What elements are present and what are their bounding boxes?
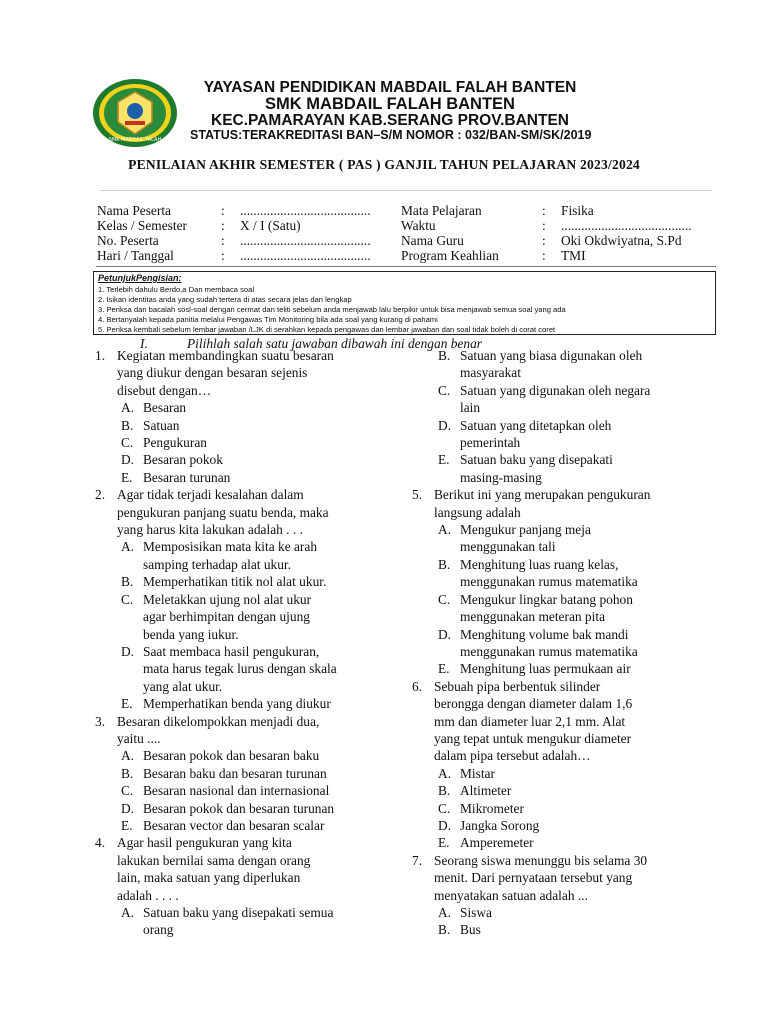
questions-right-column (410, 347, 710, 939)
identity-label: Nama Guru (401, 233, 464, 248)
option-text: Mengukur panjang meja (460, 522, 591, 538)
option-letter: E. (438, 452, 450, 468)
answer-option (93, 608, 393, 625)
question-line (93, 504, 393, 521)
answer-option (410, 817, 710, 834)
identity-label: Kelas / Semester (97, 218, 187, 233)
question-text: pengukuran panjang suatu benda, maka (117, 504, 329, 520)
option-letter: A. (121, 400, 135, 416)
question-item (410, 852, 710, 939)
option-letter: C. (121, 435, 134, 451)
question-line (93, 834, 393, 851)
answer-option (410, 382, 710, 399)
question-text: Kegiatan membandingkan suatu besaran (117, 348, 334, 363)
option-text: Satuan yang ditetapkan oleh (460, 417, 612, 433)
answer-option (93, 591, 393, 608)
accreditation-status: STATUS:TERAKREDITASI BAN–S/M NOMOR : 032/BAN-SM/SK/2019 (190, 128, 592, 142)
option-text: Satuan (143, 417, 180, 433)
answer-option (410, 417, 710, 434)
answer-option (410, 573, 710, 590)
option-letter: B. (438, 783, 451, 799)
identity-label: Nama Peserta (97, 203, 171, 218)
option-text: Satuan yang digunakan oleh negara (460, 382, 651, 398)
identity-value: TMI (561, 248, 586, 263)
option-text: Satuan yang biasa digunakan oleh (460, 348, 643, 363)
answer-option (410, 521, 710, 538)
question-line (93, 852, 393, 869)
answer-option (93, 399, 393, 416)
answer-option (93, 747, 393, 764)
question-line (93, 713, 393, 730)
answer-option (93, 573, 393, 590)
divider (100, 190, 712, 191)
identity-colon: : (221, 248, 225, 263)
logo-text: SMK MABDAIL FALAH (108, 137, 162, 143)
answer-option (410, 921, 710, 938)
question-line (410, 486, 710, 503)
answer-option (410, 538, 710, 555)
answer-option (93, 556, 393, 573)
option-text: Amperemeter (460, 835, 534, 851)
question-line (410, 887, 710, 904)
option-letter: B. (438, 556, 451, 572)
option-letter: D. (438, 626, 452, 642)
option-text: menggunakan tali (460, 539, 556, 555)
option-text: agar berhimpitan dengan ujung (143, 609, 310, 625)
option-text: lain (460, 400, 481, 416)
option-text: samping terhadap alat ukur. (143, 556, 291, 572)
option-text: yang alat ukur. (143, 678, 223, 694)
option-letter: A. (121, 539, 135, 555)
answer-option (93, 782, 393, 799)
identity-colon: : (542, 233, 546, 248)
questions-left-column (93, 347, 393, 939)
option-text: Besaran vector dan besaran scalar (143, 817, 325, 833)
option-letter: C. (121, 591, 134, 607)
question-text: menyatakan satuan adalah ... (434, 887, 588, 903)
question-line (410, 869, 710, 886)
question-item (93, 713, 393, 835)
question-text: Agar tidak terjadi kesalahan dalam (117, 487, 304, 503)
question-item (410, 347, 710, 486)
answer-option (93, 765, 393, 782)
identity-colon: : (542, 248, 546, 263)
question-text: Berikut ini yang merupakan pengukuran (434, 487, 651, 503)
identity-label: Mata Pelajaran (401, 203, 482, 218)
answer-option (93, 451, 393, 468)
foundation-name: YAYASAN PENDIDIKAN MABDAIL FALAH BANTEN (203, 79, 577, 96)
instruction-item: 3. Periksa dan bacalah sosl-soal dengan cermat dan teliti sebelum anda menjawab lalu berpikir untuk bisa menjawab semua soal yang ada (98, 305, 566, 314)
option-text: Menghitung volume bak mandi (460, 626, 629, 642)
question-text: Seorang siswa menunggu bis selama 30 (434, 852, 648, 868)
answer-option (410, 399, 710, 416)
school-logo (92, 78, 178, 148)
answer-option (93, 469, 393, 486)
question-number: 2. (95, 487, 106, 503)
question-line (93, 521, 393, 538)
answer-option (93, 434, 393, 451)
option-text: Memposisikan mata kita ke arah (143, 539, 318, 555)
identity-colon: : (221, 233, 225, 248)
answer-option (93, 678, 393, 695)
option-letter: C. (438, 382, 451, 398)
option-text: mata harus tegak lurus dengan skala (143, 661, 337, 677)
question-number: 1. (95, 348, 106, 363)
option-text: menggunakan rumus matematika (460, 574, 638, 590)
answer-option (410, 451, 710, 468)
option-text: Mistar (460, 765, 495, 781)
option-text: Mikrometer (460, 800, 524, 816)
question-number: 4. (95, 835, 106, 851)
option-text: Besaran (143, 400, 187, 416)
identity-value: Fisika (561, 203, 594, 218)
question-item (93, 834, 393, 938)
answer-option (410, 800, 710, 817)
answer-option (410, 643, 710, 660)
identity-value: ....................................... (561, 218, 692, 233)
question-text: disebut dengan… (117, 382, 212, 398)
question-text: yang diukur dengan besaran sejenis (117, 365, 308, 381)
option-letter: E. (121, 696, 133, 712)
option-text: Menghitung luas permukaan air (460, 661, 631, 677)
option-text: Besaran pokok dan besaran turunan (143, 800, 335, 816)
option-letter: E. (438, 835, 450, 851)
option-text: menggunakan meteran pita (460, 609, 606, 625)
question-line (93, 347, 393, 364)
option-text: Memperhatikan titik nol alat ukur. (143, 574, 327, 590)
question-item (93, 486, 393, 712)
identity-colon: : (542, 203, 546, 218)
option-letter: E. (121, 469, 133, 485)
question-line (93, 887, 393, 904)
option-letter: B. (438, 348, 451, 363)
option-letter: B. (438, 922, 451, 938)
answer-option (410, 904, 710, 921)
question-text: adalah . . . . (117, 887, 179, 903)
section-number: I. (140, 336, 148, 351)
option-text: masyarakat (460, 365, 521, 381)
question-text: menit. Dari pernyataan tersebut yang (434, 870, 633, 886)
question-number: 7. (412, 852, 423, 868)
option-letter: B. (121, 765, 134, 781)
question-text: lain, maka satuan yang diperlukan (117, 870, 301, 886)
answer-option (410, 591, 710, 608)
answer-option (410, 347, 710, 364)
identity-label: No. Peserta (97, 233, 159, 248)
option-text: benda yang iukur. (143, 626, 239, 642)
option-text: Meletakkan ujung nol alat ukur (143, 591, 312, 607)
answer-option (410, 469, 710, 486)
question-text: yang harus kita lakukan adalah . . . (117, 522, 303, 538)
option-letter: E. (121, 817, 133, 833)
option-text: Saat membaca hasil pengukuran, (143, 643, 320, 659)
option-letter: A. (438, 522, 452, 538)
question-text: dalam pipa tersebut adalah… (434, 748, 591, 764)
option-text: Besaran pokok (143, 452, 223, 468)
question-line (93, 730, 393, 747)
question-text: berongga dengan diameter dalam 1,6 (434, 696, 633, 712)
question-number: 5. (412, 487, 423, 503)
question-item (93, 347, 393, 486)
divider (96, 266, 716, 267)
option-text: Besaran pokok dan besaran baku (143, 748, 320, 764)
answer-option (93, 921, 393, 938)
option-letter: E. (438, 661, 450, 677)
answer-option (410, 782, 710, 799)
option-text: Besaran turunan (143, 469, 231, 485)
answer-option (93, 800, 393, 817)
answer-option (410, 556, 710, 573)
question-line (410, 678, 710, 695)
answer-option (93, 695, 393, 712)
option-text: Bus (460, 922, 481, 938)
answer-option (410, 660, 710, 677)
exam-title: PENILAIAN AKHIR SEMESTER ( PAS ) GANJIL TAHUN PELAJARAN 2023/2024 (128, 157, 640, 172)
answer-option (93, 417, 393, 434)
option-text: masing-masing (460, 469, 542, 485)
option-letter: C. (438, 591, 451, 607)
section-text: Pilihlah salah satu jawaban dibawah ini dengan benar (187, 336, 482, 351)
identity-value: X / I (Satu) (240, 218, 301, 233)
school-name: SMK MABDAIL FALAH BANTEN (265, 95, 515, 113)
identity-colon: : (542, 218, 546, 233)
instruction-item: 2. Isikan identitas anda yang sudah tertera di atas secara jelas dan lengkap (98, 295, 352, 304)
instruction-item: 1. Terlebih dahulu Berdo,a Dan membaca soal (98, 285, 255, 294)
option-text: orang (143, 922, 174, 938)
question-text: mm dan diameter luar 2,1 mm. Alat (434, 713, 626, 729)
option-letter: B. (121, 417, 134, 433)
question-text: Sebuah pipa berbentuk silinder (434, 678, 601, 694)
answer-option (410, 626, 710, 643)
question-line (93, 364, 393, 381)
question-line (93, 382, 393, 399)
question-text: Agar hasil pengukuran yang kita (117, 835, 292, 851)
answer-option (410, 434, 710, 451)
answer-option (93, 904, 393, 921)
answer-option (93, 538, 393, 555)
option-letter: D. (121, 643, 135, 659)
instructions-title: PetunjukPengisian: (98, 273, 182, 283)
answer-option (93, 643, 393, 660)
option-text: Mengukur lingkar batang pohon (460, 591, 633, 607)
question-line (410, 730, 710, 747)
option-letter: A. (121, 905, 135, 920)
identity-value: ....................................... (240, 248, 371, 263)
question-line (410, 695, 710, 712)
option-text: Satuan baku yang disepakati semua (143, 905, 334, 920)
option-letter: D. (438, 417, 452, 433)
question-line (93, 869, 393, 886)
answer-option (410, 608, 710, 625)
option-letter: D. (121, 452, 135, 468)
question-line (410, 713, 710, 730)
option-text: Jangka Sorong (460, 817, 540, 833)
option-text: Besaran baku dan besaran turunan (143, 765, 327, 781)
option-letter: A. (438, 765, 452, 781)
school-address: KEC.PAMARAYAN KAB.SERANG PROV.BANTEN (211, 112, 569, 129)
answer-option (410, 765, 710, 782)
identity-label: Waktu (401, 218, 436, 233)
question-line (93, 486, 393, 503)
question-item (410, 486, 710, 677)
option-letter: B. (121, 574, 134, 590)
answer-option (93, 817, 393, 834)
identity-colon: : (221, 203, 225, 218)
identity-value: ....................................... (240, 233, 371, 248)
option-letter: A. (121, 748, 135, 764)
option-text: Satuan baku yang disepakati (460, 452, 613, 468)
option-text: Menghitung luas ruang kelas, (460, 556, 619, 572)
identity-colon: : (221, 218, 225, 233)
option-text: Siswa (460, 905, 492, 920)
question-text: yang tepat untuk mengukur diameter (434, 730, 632, 746)
question-line (410, 504, 710, 521)
answer-option (410, 364, 710, 381)
option-text: Pengukuran (143, 435, 207, 451)
option-letter: A. (438, 905, 452, 920)
option-letter: D. (438, 817, 452, 833)
identity-label: Program Keahlian (401, 248, 499, 263)
option-letter: D. (121, 800, 135, 816)
option-letter: C. (438, 800, 451, 816)
question-text: langsung adalah (434, 504, 521, 520)
option-text: Besaran nasional dan internasional (143, 783, 330, 799)
question-number: 3. (95, 713, 106, 729)
question-item (410, 678, 710, 852)
answer-option (93, 660, 393, 677)
question-line (410, 852, 710, 869)
option-text: Altimeter (460, 783, 512, 799)
identity-label: Hari / Tanggal (97, 248, 174, 263)
option-text: Memperhatikan benda yang diukur (143, 696, 331, 712)
question-text: lakukan bernilai sama dengan orang (117, 852, 311, 868)
answer-option (410, 834, 710, 851)
instruction-item: 4. Bertanyalah kepada panitia melalui Pengawas Tim Monitoring bila ada soal yang kurang di pahami (98, 315, 438, 324)
option-text: menggunakan rumus matematika (460, 643, 638, 659)
question-number: 6. (412, 678, 423, 694)
option-text: pemerintah (460, 435, 521, 451)
instruction-item: 5. Periksa kembali sebelum lembar jawaban /LJK di serahkan kepada pengawas dan lembar jawaban dan soal tidak boleh di corat coret (98, 325, 556, 334)
question-text: yaitu .... (117, 730, 161, 746)
instructions-box (93, 271, 716, 335)
identity-value: Oki Okdwiyatna, S.Pd (561, 233, 682, 248)
answer-option (93, 626, 393, 643)
option-letter: C. (121, 783, 134, 799)
identity-value: ....................................... (240, 203, 371, 218)
question-text: Besaran dikelompokkan menjadi dua, (117, 713, 320, 729)
question-line (410, 747, 710, 764)
